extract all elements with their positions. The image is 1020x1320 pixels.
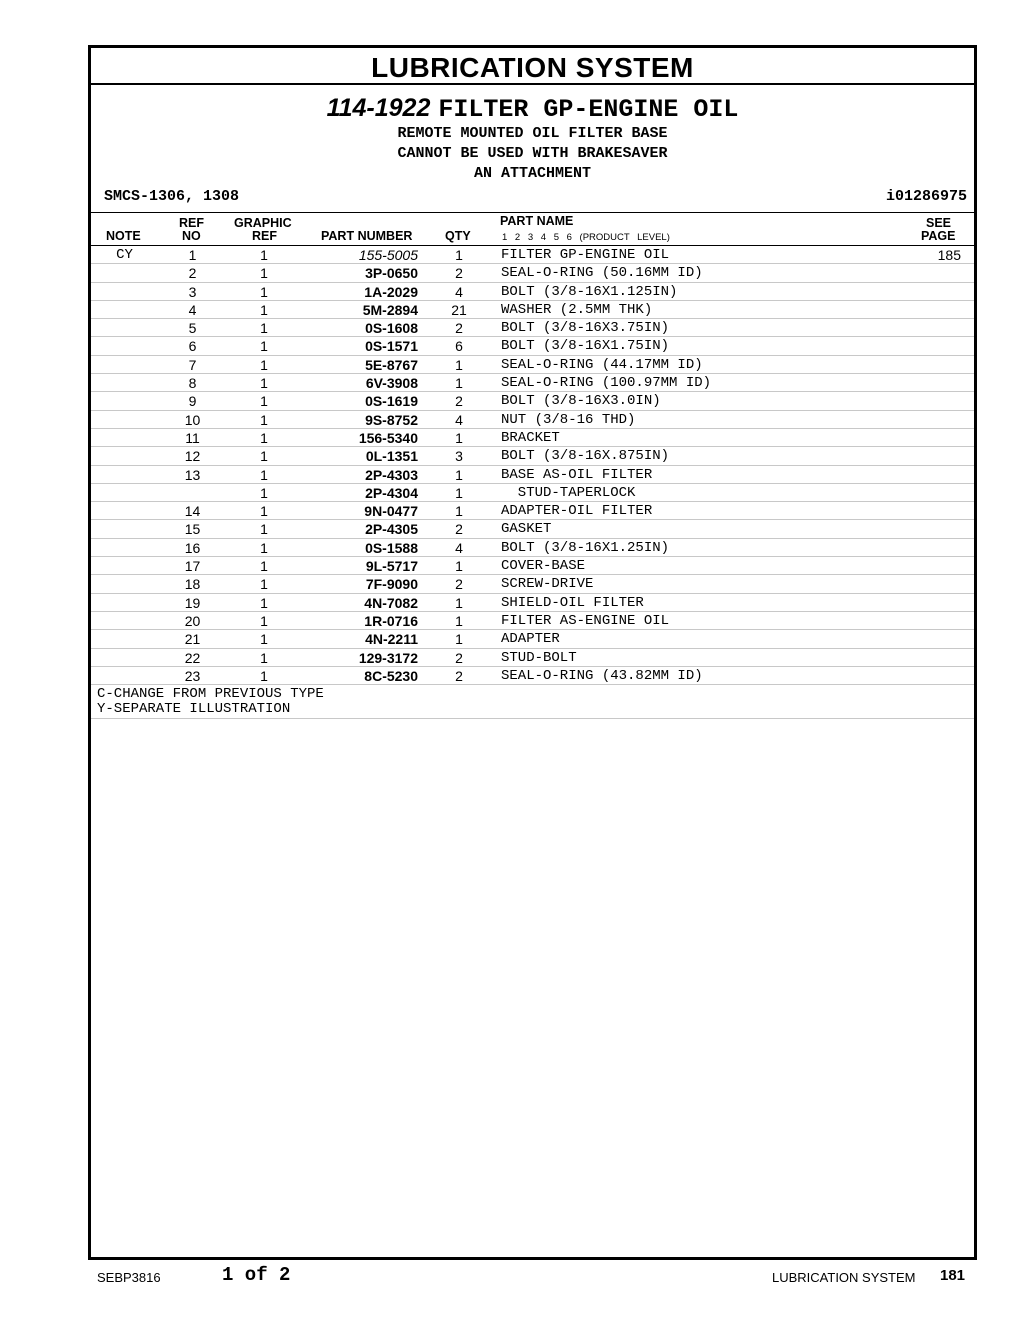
row-qty: 1 bbox=[455, 612, 463, 629]
col-part-number: PART NUMBER bbox=[321, 229, 413, 243]
row-part-number: 2P-4305 bbox=[365, 521, 418, 538]
row-ref-no: 4 bbox=[188, 301, 197, 318]
row-part-number: 0S-1588 bbox=[365, 539, 418, 556]
table-row bbox=[91, 319, 974, 337]
row-part-name: BOLT (3/8-16X1.25IN) bbox=[501, 539, 670, 556]
row-part-name: BOLT (3/8-16X1.125IN) bbox=[501, 283, 678, 300]
table-row bbox=[91, 520, 974, 538]
table-row bbox=[91, 447, 974, 465]
group-note: REMOTE MOUNTED OIL FILTER BASE bbox=[397, 125, 668, 142]
table-row bbox=[91, 429, 974, 447]
legend-item: Y-SEPARATE ILLUSTRATION bbox=[97, 701, 291, 718]
row-part-name: SHIELD-OIL FILTER bbox=[501, 594, 644, 611]
row-qty: 1 bbox=[455, 356, 463, 373]
row-part-number: 0S-1608 bbox=[365, 320, 418, 337]
row-graphic-ref: 1 bbox=[260, 631, 268, 648]
table-row bbox=[91, 502, 974, 520]
group-number: 114-1922 bbox=[326, 94, 431, 122]
table-row bbox=[91, 484, 974, 502]
table-row bbox=[91, 630, 974, 648]
row-graphic-ref: 1 bbox=[260, 667, 268, 684]
table-row bbox=[91, 283, 974, 301]
row-ref-no: 7 bbox=[188, 356, 197, 373]
col-graphic-bottom: REF bbox=[252, 229, 277, 243]
row-part-number: 129-3172 bbox=[358, 649, 418, 666]
table-row bbox=[91, 649, 974, 667]
row-graphic-ref: 1 bbox=[260, 503, 268, 520]
row-ref-no: 9 bbox=[188, 393, 197, 410]
row-qty: 2 bbox=[455, 649, 463, 666]
row-ref-no: 19 bbox=[184, 594, 201, 611]
row-part-name: FILTER AS-ENGINE OIL bbox=[501, 612, 670, 629]
row-graphic-ref: 1 bbox=[260, 393, 268, 410]
group-notes bbox=[91, 124, 974, 184]
row-part-number: 5E-8767 bbox=[365, 356, 418, 373]
group-name: FILTER GP-ENGINE OIL bbox=[438, 95, 739, 124]
col-see-top: SEE bbox=[926, 216, 952, 230]
row-part-name: BOLT (3/8-16X3.75IN) bbox=[501, 320, 670, 337]
footer-doc-number: SEBP3816 bbox=[97, 1270, 161, 1285]
col-see-bottom: PAGE bbox=[921, 229, 956, 243]
footer-section: LUBRICATION SYSTEM bbox=[772, 1270, 916, 1285]
row-part-number: 2P-4304 bbox=[365, 484, 418, 501]
table-row bbox=[91, 466, 974, 484]
row-part-number: 0S-1619 bbox=[365, 393, 418, 410]
row-qty: 1 bbox=[455, 429, 463, 446]
row-qty: 2 bbox=[455, 265, 463, 282]
row-part-name: ADAPTER-OIL FILTER bbox=[501, 503, 653, 520]
row-see-page: 185 bbox=[937, 247, 961, 263]
row-part-name: BOLT (3/8-16X.875IN) bbox=[501, 448, 670, 465]
row-part-name: STUD-TAPERLOCK bbox=[501, 484, 636, 501]
row-part-name: SCREW-DRIVE bbox=[501, 576, 594, 593]
table-row bbox=[91, 667, 974, 685]
table-row bbox=[91, 246, 974, 264]
row-part-number: 155-5005 bbox=[358, 247, 418, 263]
row-graphic-ref: 1 bbox=[260, 301, 268, 318]
row-qty: 1 bbox=[455, 631, 463, 648]
row-qty: 4 bbox=[455, 283, 463, 300]
table-row bbox=[91, 594, 974, 612]
row-part-number: 8C-5230 bbox=[364, 667, 418, 684]
row-qty: 1 bbox=[455, 558, 463, 575]
row-part-number: 9L-5717 bbox=[365, 558, 418, 575]
row-ref-no: 14 bbox=[184, 503, 201, 520]
row-qty: 2 bbox=[455, 320, 463, 337]
col-qty: QTY bbox=[445, 229, 471, 243]
row-graphic-ref: 1 bbox=[260, 265, 268, 282]
row-graphic-ref: 1 bbox=[260, 649, 268, 666]
table-row bbox=[91, 374, 974, 392]
row-ref-no: 11 bbox=[185, 429, 200, 446]
row-graphic-ref: 1 bbox=[260, 375, 268, 392]
column-headers bbox=[91, 213, 974, 246]
row-ref-no: 1 bbox=[188, 247, 197, 263]
legend-item: C-CHANGE FROM PREVIOUS TYPE bbox=[97, 686, 324, 703]
table-row bbox=[91, 557, 974, 575]
row-qty: 1 bbox=[455, 503, 463, 520]
row-ref-no: 18 bbox=[184, 576, 201, 593]
row-part-name: SEAL-O-RING (50.16MM ID) bbox=[501, 265, 703, 282]
row-ref-no: 23 bbox=[184, 667, 201, 684]
row-qty: 1 bbox=[455, 375, 463, 392]
row-part-number: 156-5340 bbox=[358, 429, 418, 446]
row-graphic-ref: 1 bbox=[260, 320, 268, 337]
row-qty: 1 bbox=[455, 466, 463, 483]
row-part-name: NUT (3/8-16 THD) bbox=[501, 411, 636, 428]
group-note: AN ATTACHMENT bbox=[473, 165, 592, 182]
row-ref-no: 3 bbox=[188, 283, 197, 300]
row-part-number: 7F-9090 bbox=[365, 576, 418, 593]
row-qty: 2 bbox=[455, 393, 463, 410]
row-graphic-ref: 1 bbox=[260, 356, 268, 373]
row-graphic-ref: 1 bbox=[260, 338, 268, 355]
col-part-name: PART NAME bbox=[500, 214, 574, 228]
row-ref-no: 15 bbox=[184, 521, 201, 538]
legend bbox=[91, 685, 974, 719]
row-part-name: BOLT (3/8-16X3.0IN) bbox=[501, 393, 661, 410]
row-ref-no: 8 bbox=[188, 375, 197, 392]
row-ref-no: 17 bbox=[184, 558, 201, 575]
row-qty: 3 bbox=[455, 448, 463, 465]
row-part-number: 3P-0650 bbox=[365, 265, 418, 282]
col-ref-bottom: NO bbox=[182, 229, 201, 243]
row-part-name: ADAPTER bbox=[501, 631, 560, 648]
row-graphic-ref: 1 bbox=[260, 466, 268, 483]
footer-page-of: 1 of 2 bbox=[222, 1264, 291, 1286]
row-part-number: 6V-3908 bbox=[365, 375, 418, 392]
table-row bbox=[91, 264, 974, 282]
row-part-name: SEAL-O-RING (100.97MM ID) bbox=[501, 375, 712, 392]
footer-page-number: 181 bbox=[940, 1267, 966, 1284]
row-part-number: 9N-0477 bbox=[364, 503, 418, 520]
row-part-number: 5M-2894 bbox=[362, 301, 418, 318]
row-graphic-ref: 1 bbox=[260, 521, 268, 538]
row-part-name: BRACKET bbox=[501, 429, 560, 446]
col-ref-top: REF bbox=[179, 216, 204, 230]
col-graphic-top: GRAPHIC bbox=[234, 216, 292, 230]
row-graphic-ref: 1 bbox=[260, 247, 268, 263]
col-product-level: 1 2 3 4 5 6 (PRODUCT LEVEL) bbox=[502, 232, 670, 243]
smcs-code: SMCS-1306, 1308 bbox=[104, 188, 240, 205]
row-part-name: COVER-BASE bbox=[501, 558, 586, 575]
row-qty: 2 bbox=[455, 667, 463, 684]
table-row bbox=[91, 539, 974, 557]
row-graphic-ref: 1 bbox=[260, 594, 268, 611]
group-header bbox=[91, 85, 974, 213]
illustration-id: i01286975 bbox=[885, 188, 967, 205]
row-graphic-ref: 1 bbox=[260, 448, 268, 465]
row-ref-no: 6 bbox=[188, 338, 197, 355]
row-part-name: GASKET bbox=[501, 521, 552, 538]
row-graphic-ref: 1 bbox=[260, 539, 268, 556]
row-part-number: 4N-7082 bbox=[364, 594, 418, 611]
row-graphic-ref: 1 bbox=[260, 612, 268, 629]
row-ref-no: 13 bbox=[184, 466, 201, 483]
row-graphic-ref: 1 bbox=[260, 283, 268, 300]
row-part-number: 2P-4303 bbox=[365, 466, 418, 483]
row-ref-no: 20 bbox=[184, 612, 201, 629]
row-part-name: SEAL-O-RING (43.82MM ID) bbox=[501, 667, 703, 684]
row-qty: 1 bbox=[455, 484, 463, 501]
table-row bbox=[91, 411, 974, 429]
row-part-name: FILTER GP-ENGINE OIL bbox=[501, 247, 670, 263]
row-ref-no: 10 bbox=[184, 411, 201, 428]
col-note: NOTE bbox=[106, 229, 141, 243]
table-row bbox=[91, 356, 974, 374]
row-part-number: 4N-2211 bbox=[365, 631, 418, 648]
row-qty: 6 bbox=[455, 338, 463, 355]
row-part-number: 9S-8752 bbox=[365, 411, 418, 428]
table-row bbox=[91, 337, 974, 355]
row-ref-no: 5 bbox=[188, 320, 197, 337]
section-title: LUBRICATION SYSTEM bbox=[91, 48, 974, 85]
row-qty: 4 bbox=[455, 411, 463, 428]
row-graphic-ref: 1 bbox=[260, 411, 268, 428]
row-qty: 2 bbox=[455, 521, 463, 538]
row-ref-no: 12 bbox=[184, 448, 201, 465]
row-part-number: 0S-1571 bbox=[365, 338, 418, 355]
group-note: CANNOT BE USED WITH BRAKESAVER bbox=[397, 145, 668, 162]
row-part-number: 1A-2029 bbox=[364, 283, 418, 300]
row-part-number: 1R-0716 bbox=[364, 612, 418, 629]
row-qty: 1 bbox=[455, 247, 463, 263]
row-qty: 1 bbox=[455, 594, 463, 611]
group-title bbox=[91, 93, 974, 125]
row-part-name: SEAL-O-RING (44.17MM ID) bbox=[501, 356, 703, 373]
row-graphic-ref: 1 bbox=[260, 576, 268, 593]
row-note: CY bbox=[116, 247, 133, 263]
row-qty: 21 bbox=[451, 301, 467, 318]
row-part-number: 0L-1351 bbox=[365, 448, 418, 465]
row-part-name: BOLT (3/8-16X1.75IN) bbox=[501, 338, 670, 355]
row-part-name: WASHER (2.5MM THK) bbox=[501, 301, 653, 318]
row-graphic-ref: 1 bbox=[260, 484, 268, 501]
row-ref-no: 22 bbox=[184, 649, 201, 666]
row-graphic-ref: 1 bbox=[260, 558, 268, 575]
row-qty: 4 bbox=[455, 539, 463, 556]
row-ref-no: 2 bbox=[188, 265, 197, 282]
table-row bbox=[91, 301, 974, 319]
parts-table bbox=[91, 246, 974, 685]
table-row bbox=[91, 575, 974, 593]
row-part-name: STUD-BOLT bbox=[501, 649, 577, 666]
row-part-name: BASE AS-OIL FILTER bbox=[501, 466, 653, 483]
row-qty: 2 bbox=[455, 576, 463, 593]
row-ref-no: 16 bbox=[184, 539, 201, 556]
table-row bbox=[91, 612, 974, 630]
table-row bbox=[91, 392, 974, 410]
page-footer bbox=[0, 1262, 1020, 1292]
row-ref-no: 21 bbox=[184, 631, 201, 648]
page-frame bbox=[88, 45, 977, 1260]
row-graphic-ref: 1 bbox=[260, 429, 268, 446]
